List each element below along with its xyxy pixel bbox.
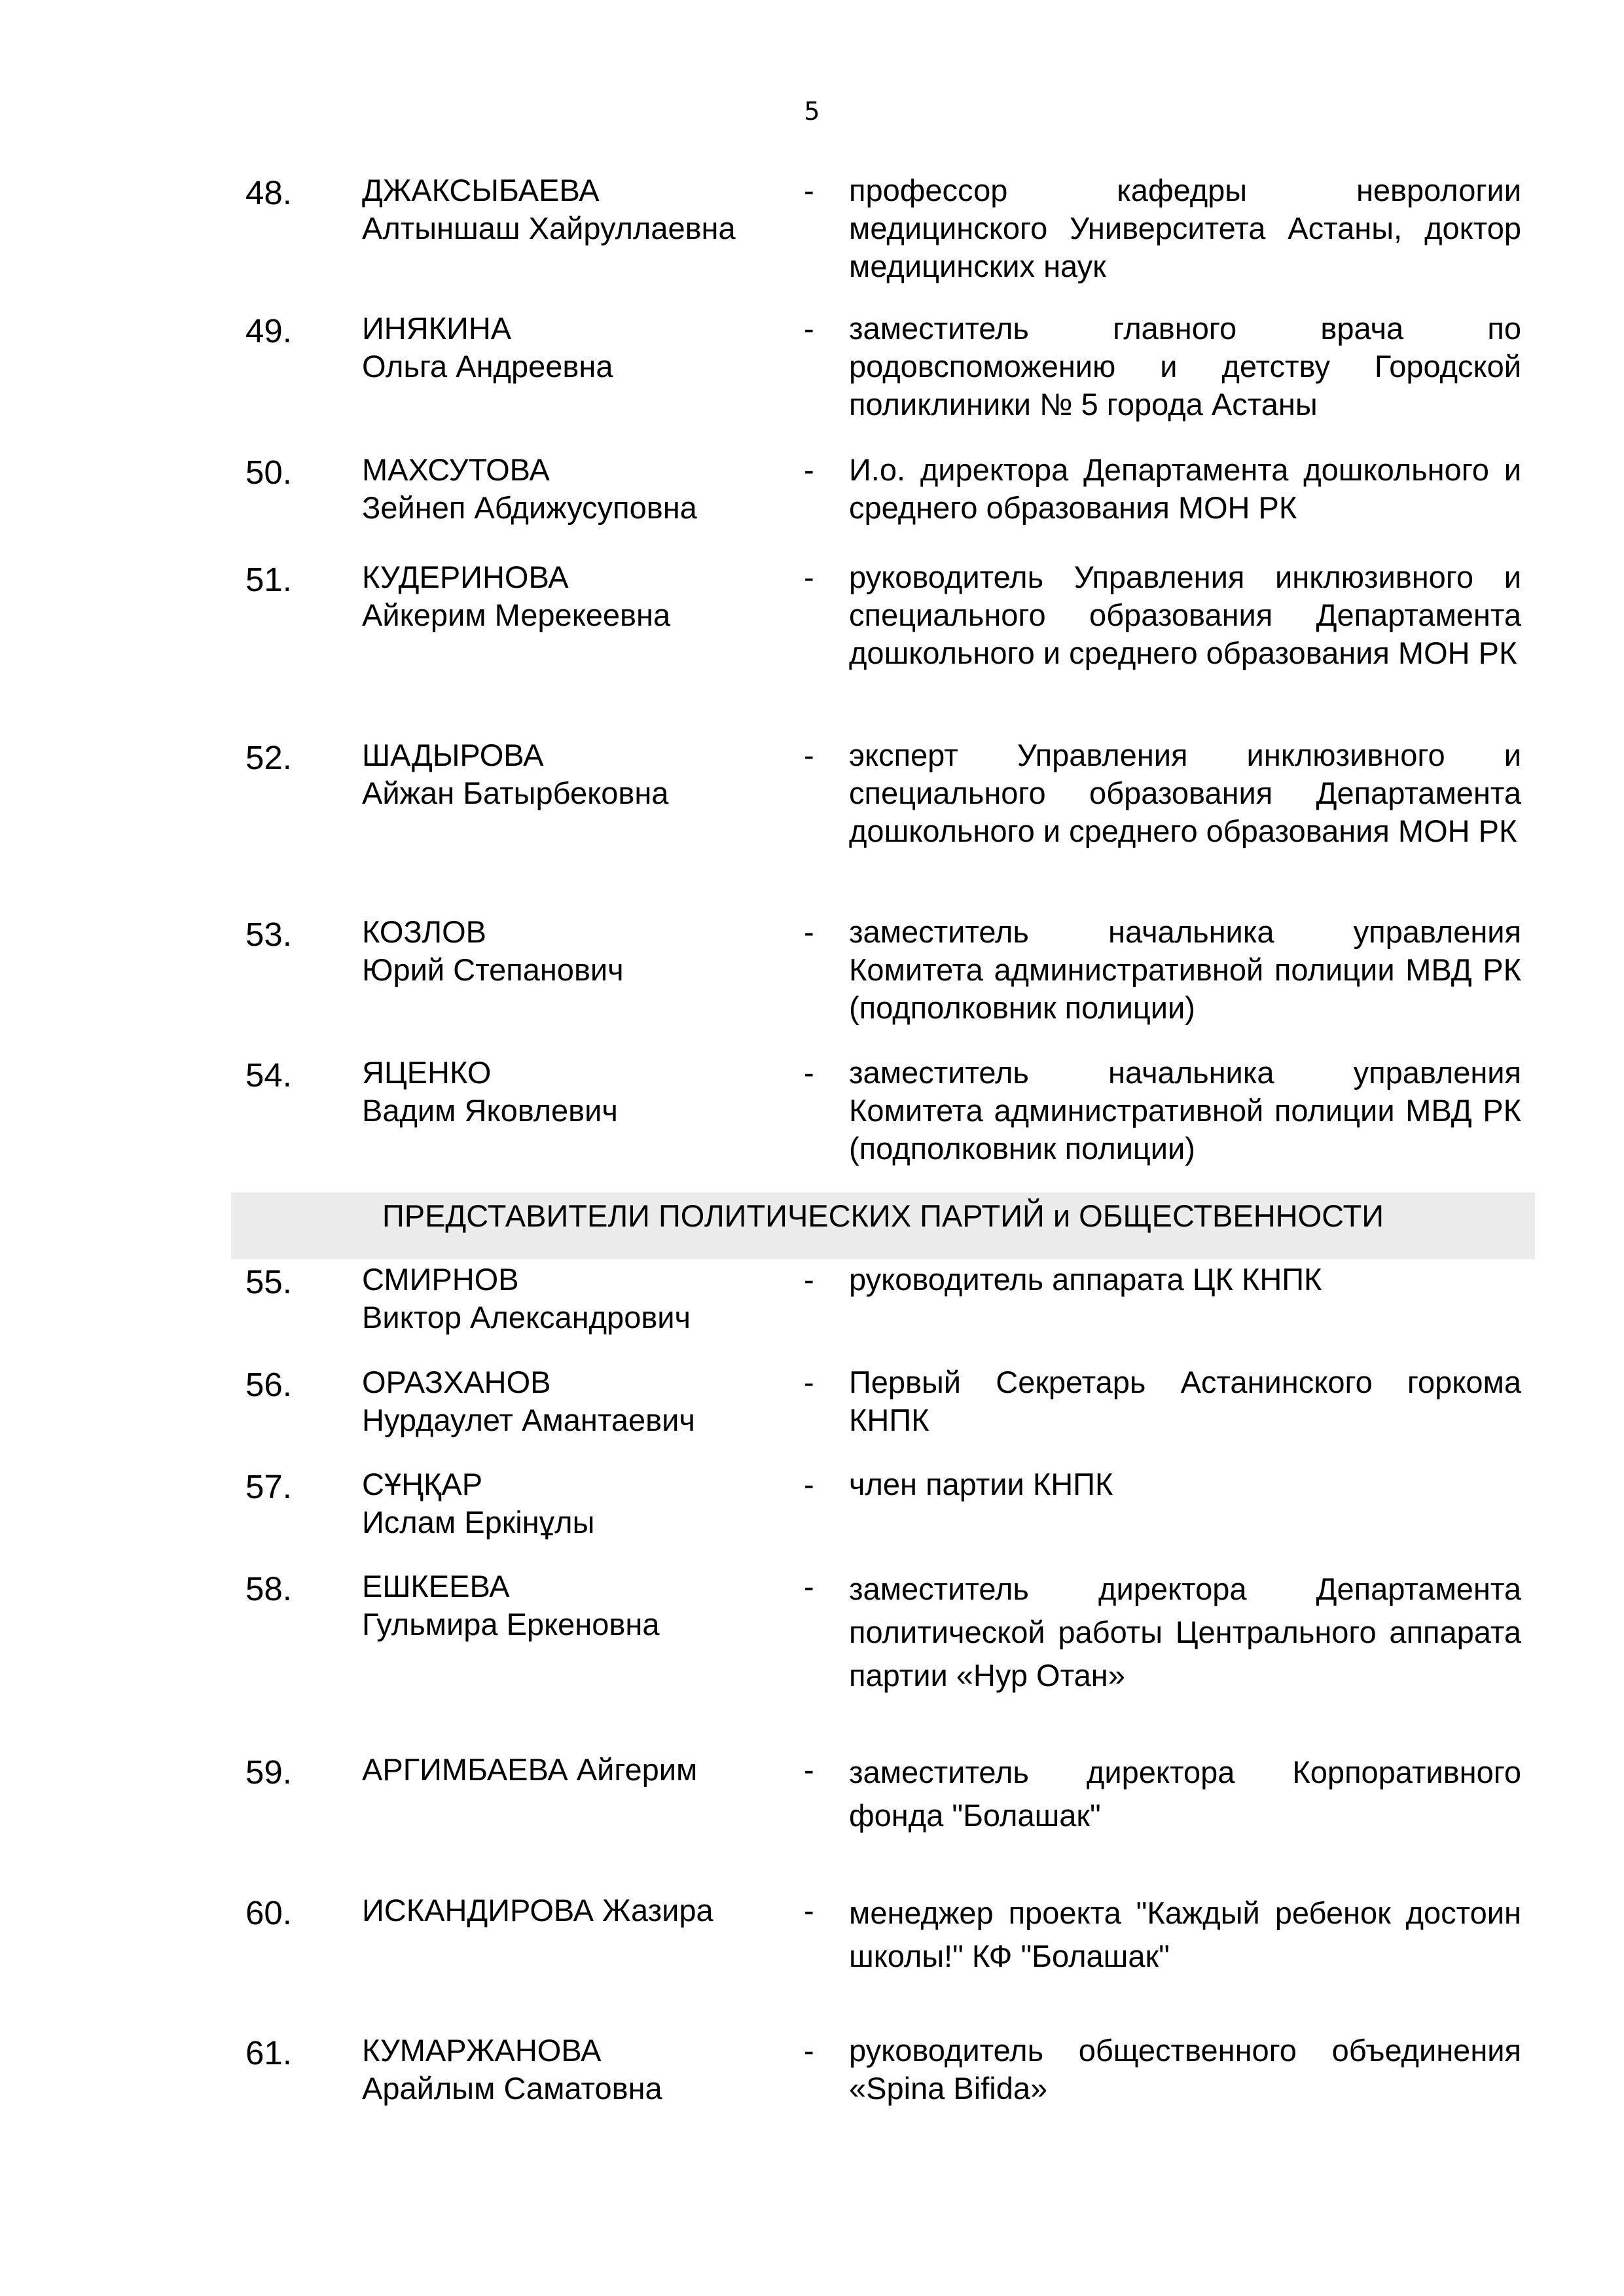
member-name: ОРАЗХАНОВ Нурдаулет Амантаевич xyxy=(362,1365,695,1437)
member-name: КУДЕРИНОВА Айкерим Мерекеевна xyxy=(362,560,671,632)
member-position: профессор кафедры неврологии медицинского Университета Астаны, доктор медицинских наук xyxy=(849,173,1521,283)
member-name: СҰҢҚАР Ислам Еркінұлы xyxy=(362,1467,595,1539)
dash-separator: - xyxy=(804,738,814,772)
item-number: 56. xyxy=(245,1366,292,1403)
member-position: эксперт Управления инклюзивного и специального образования Департамента дошкольного и среднего образования МОН РК xyxy=(849,738,1521,848)
dash-separator: - xyxy=(804,311,814,346)
member-name: ДЖАКСЫБАЕВА Алтыншаш Хайруллаевна xyxy=(362,173,736,245)
dash-separator: - xyxy=(804,1467,814,1501)
dash-separator: - xyxy=(804,1365,814,1399)
member-name: ИСКАНДИРОВА Жазира xyxy=(362,1893,713,1928)
member-name: КОЗЛОВ Юрий Степанович xyxy=(362,914,624,987)
item-number: 48. xyxy=(245,174,292,211)
item-number: 58. xyxy=(245,1570,292,1607)
item-number: 60. xyxy=(245,1894,292,1931)
item-number: 49. xyxy=(245,312,292,350)
dash-separator: - xyxy=(804,173,814,207)
dash-separator: - xyxy=(804,1893,814,1928)
page-number: 5 xyxy=(804,97,820,126)
member-name: ИНЯКИНА Ольга Андреевна xyxy=(362,311,613,384)
member-position: руководитель аппарата ЦК КНПК xyxy=(849,1262,1322,1297)
member-name: АРГИМБАЕВА Айгерим xyxy=(362,1752,698,1787)
dash-separator: - xyxy=(804,1262,814,1297)
item-number: 55. xyxy=(245,1263,292,1300)
member-position: заместитель начальника управления Комитета административной полиции МВД РК (подполковник полиции) xyxy=(849,1055,1521,1166)
member-name: ШАДЫРОВА Айжан Батырбековна xyxy=(362,738,669,810)
dash-separator: - xyxy=(804,452,814,487)
member-name: ЯЦЕНКО Вадим Яковлевич xyxy=(362,1055,618,1128)
item-number: 50. xyxy=(245,454,292,491)
member-position: Первый Секретарь Астанинского горкома КНПК xyxy=(849,1365,1521,1437)
member-name: СМИРНОВ Виктор Александрович xyxy=(362,1262,691,1335)
item-number: 59. xyxy=(245,1753,292,1791)
member-position: заместитель начальника управления Комитета административной полиции МВД РК (подполковник полиции) xyxy=(849,914,1521,1025)
dash-separator: - xyxy=(804,560,814,594)
member-name: МАХСУТОВА Зейнеп Абдижусуповна xyxy=(362,452,697,525)
member-position: заместитель директора Департамента политической работы Центрального аппарата партии «Нур Отан» xyxy=(849,1571,1521,1693)
dash-separator: - xyxy=(804,2033,814,2068)
member-position: член партии КНПК xyxy=(849,1467,1113,1501)
dash-separator: - xyxy=(804,914,814,949)
member-position: руководитель Управления инклюзивного и специального образования Департамента дошкольного и среднего образования МОН РК xyxy=(849,560,1521,670)
item-number: 57. xyxy=(245,1468,292,1505)
item-number: 53. xyxy=(245,916,292,953)
member-position: заместитель главного врача по родовспоможению и детству Городской поликлиники № 5 города Астаны xyxy=(849,311,1521,422)
dash-separator: - xyxy=(804,1569,814,1604)
item-number: 52. xyxy=(245,739,292,776)
dash-separator: - xyxy=(804,1055,814,1090)
member-position: заместитель директора Корпоративного фонда "Болашак" xyxy=(849,1755,1521,1833)
member-position: менеджер проекта "Каждый ребенок достоин школы!" КФ "Болашак" xyxy=(849,1895,1521,1973)
member-position: И.о. директора Департамента дошкольного и среднего образования МОН РК xyxy=(849,452,1521,525)
member-position: руководитель общественного объединения «Spina Bifida» xyxy=(849,2033,1521,2106)
item-number: 51. xyxy=(245,561,292,598)
member-name: ЕШКЕЕВА Гульмира Еркеновна xyxy=(362,1569,660,1641)
item-number: 61. xyxy=(245,2034,292,2072)
dash-separator: - xyxy=(804,1752,814,1787)
member-name: КУМАРЖАНОВА Арайлым Саматовна xyxy=(362,2033,662,2106)
item-number: 54. xyxy=(245,1056,292,1094)
section-heading: ПРЕДСТАВИТЕЛИ ПОЛИТИЧЕСКИХ ПАРТИЙ и ОБЩЕСТВЕННОСТИ xyxy=(382,1198,1384,1233)
